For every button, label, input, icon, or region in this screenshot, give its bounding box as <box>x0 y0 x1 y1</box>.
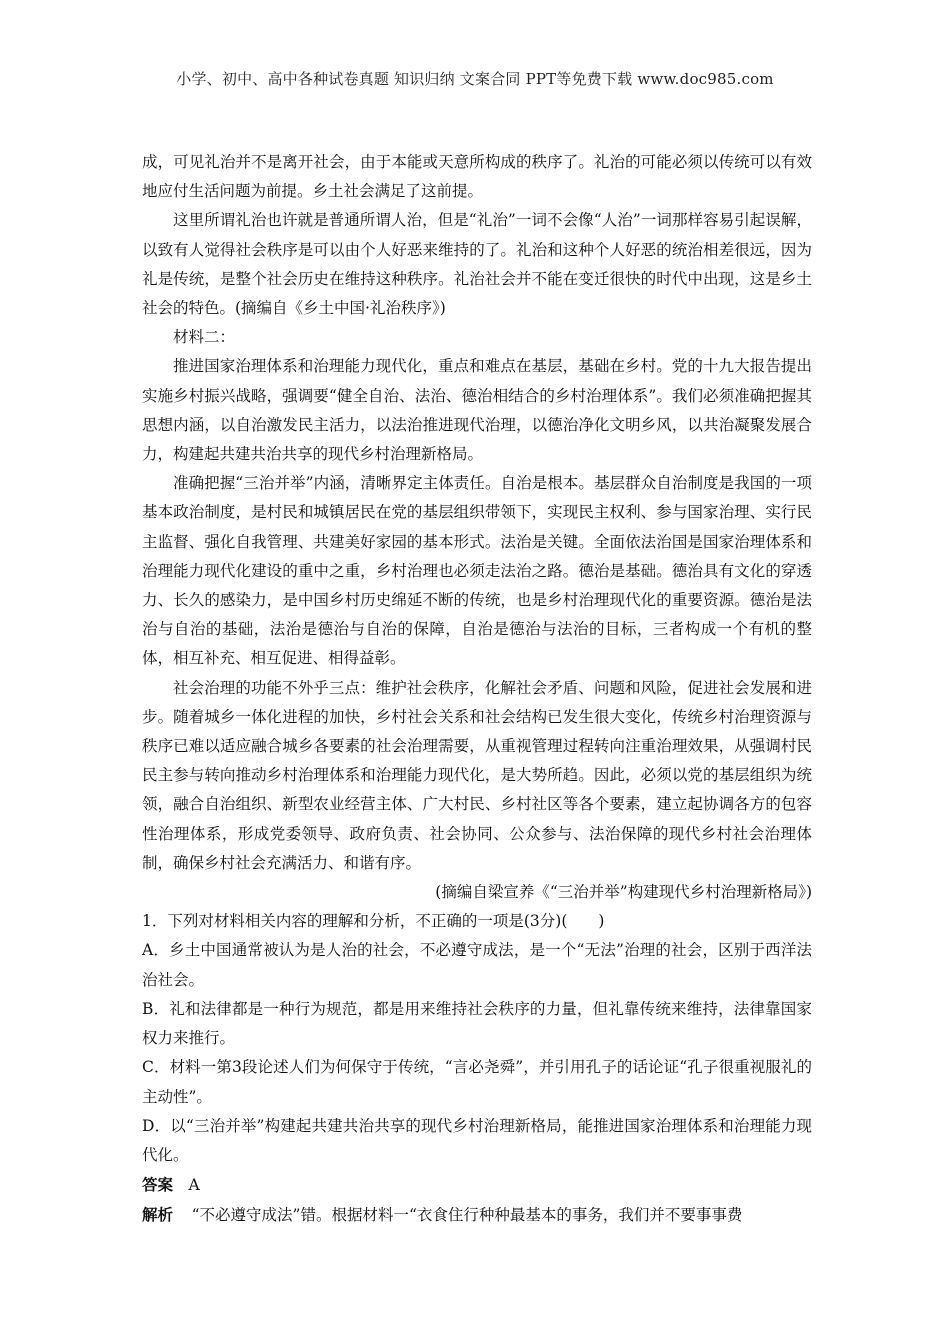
material2-paragraph-1: 推进国家治理体系和治理能力现代化，重点和难点在基层，基础在乡村。党的十九大报告提出实施乡村振兴战略，强调要“健全自治、法治、德治相结合的乡村治理体系”。我们必须准确把握其思想内涵，以自治激发民主活力，以法治推进现代治理，以德治净化文明乡风，以共治凝聚发展合力，构建起共建共治共享的现代乡村治理新格局。 <box>142 357 812 464</box>
header-text: 小学、初中、高中各种试卷真题 知识归纳 文案合同 PPT等免费下载 www.doc985.com <box>176 70 774 88</box>
answer-value: A <box>188 1176 200 1195</box>
answer-line <box>142 1170 812 1200</box>
material1-paragraph-2: 这里所谓礼治也许就是普通所谓人治，但是“礼治”一词不会像“人治”一词那样容易引起误解，以致有人觉得社会秩序是可以由个人好恶来维持的了。礼治和这种个人好恶的统治相差很远，因为礼是传统，是整个社会历史在维持这种秩序。礼治社会并不能在变迁很快的时代中出现，这是乡土社会的特色。(摘编自《乡土中国·礼治秩序》) <box>142 211 812 318</box>
material1-paragraph-continued: 成，可见礼治并不是离开社会，由于本能或天意所构成的秩序了。礼治的可能必须以传统可以有效地应付生活问题为前提。乡土社会满足了这前提。 <box>142 153 812 201</box>
analysis-text: “不必遵守成法”错。根据材料一“衣食住行种种最基本的事务，我们并不要事事费 <box>191 1206 743 1225</box>
material2-source: (摘编自梁宣养《“三治并举”构建现代乡村治理新格局》) <box>435 883 812 902</box>
answer-label: 答案 <box>142 1175 174 1195</box>
material2-paragraph-2: 准确把握“三治并举”内涵，清晰界定主体责任。自治是根本。基层群众自治制度是我国的一项基本政治制度，是村民和城镇居民在党的基层组织带领下，实现民主权利、参与国家治理、实行民主监督、强化自我管理、共建美好家园的基本形式。法治是关键。全面依法治国是国家治理体系和治理能力现代化建设的重中之重，乡村治理也必须走法治之路。德治是基础。德治具有文化的穿透力、长久的感染力，是中国乡村历史绵延不断的传统，也是乡村治理现代化的重要资源。德治是法治与自治的基础，法治是德治与自治的保障，自治是德治与法治的目标，三者构成一个有机的整体，相互补充、相互促进、相得益彰。 <box>142 474 812 668</box>
analysis-label: 解析 <box>142 1205 174 1225</box>
question-option-a: A．乡土中国通常被认为是人治的社会，不必遵守成法，是一个“无法”治理的社会，区别于西洋法治社会。 <box>142 941 812 989</box>
question-option-c: C．材料一第3段论述人们为何保守于传统，“言必尧舜”，并引用孔子的话论证“孔子很重视服礼的主动性”。 <box>142 1058 812 1106</box>
document-body <box>142 148 812 1231</box>
analysis-line <box>142 1200 812 1230</box>
question-option-d: D．以“三治并举”构建起共建共治共享的现代乡村治理新格局，能推进国家治理体系和治理能力现代化。 <box>142 1116 812 1164</box>
material2-heading: 材料二： <box>173 328 236 347</box>
question-stem: 1．下列对材料相关内容的理解和分析，不正确的一项是(3分)( ) <box>142 912 605 931</box>
question-option-b: B．礼和法律都是一种行为规范，都是用来维持社会秩序的力量，但礼靠传统来维持，法律靠国家权力来推行。 <box>142 999 812 1048</box>
page-header <box>0 68 950 89</box>
material2-paragraph-3: 社会治理的功能不外乎三点：维护社会秩序，化解社会矛盾、问题和风险，促进社会发展和进步。随着城乡一体化进程的加快，乡村社会关系和社会结构已发生很大变化，传统乡村治理资源与秩序已难以适应融合城乡各要素的社会治理需要，从重视管理过程转向注重治理效果，从强调村民民主参与转向推动乡村治理体系和治理能力现代化，是大势所趋。因此，必须以党的基层组织为统领，融合自治组织、新型农业经营主体、广大村民、乡村社区等各个要素，建立起协调各方的包容性治理体系，形成党委领导、政府负责、社会协同、公众参与、法治保障的现代乡村社会治理体制，确保乡村社会充满活力、和谐有序。 <box>142 678 812 872</box>
